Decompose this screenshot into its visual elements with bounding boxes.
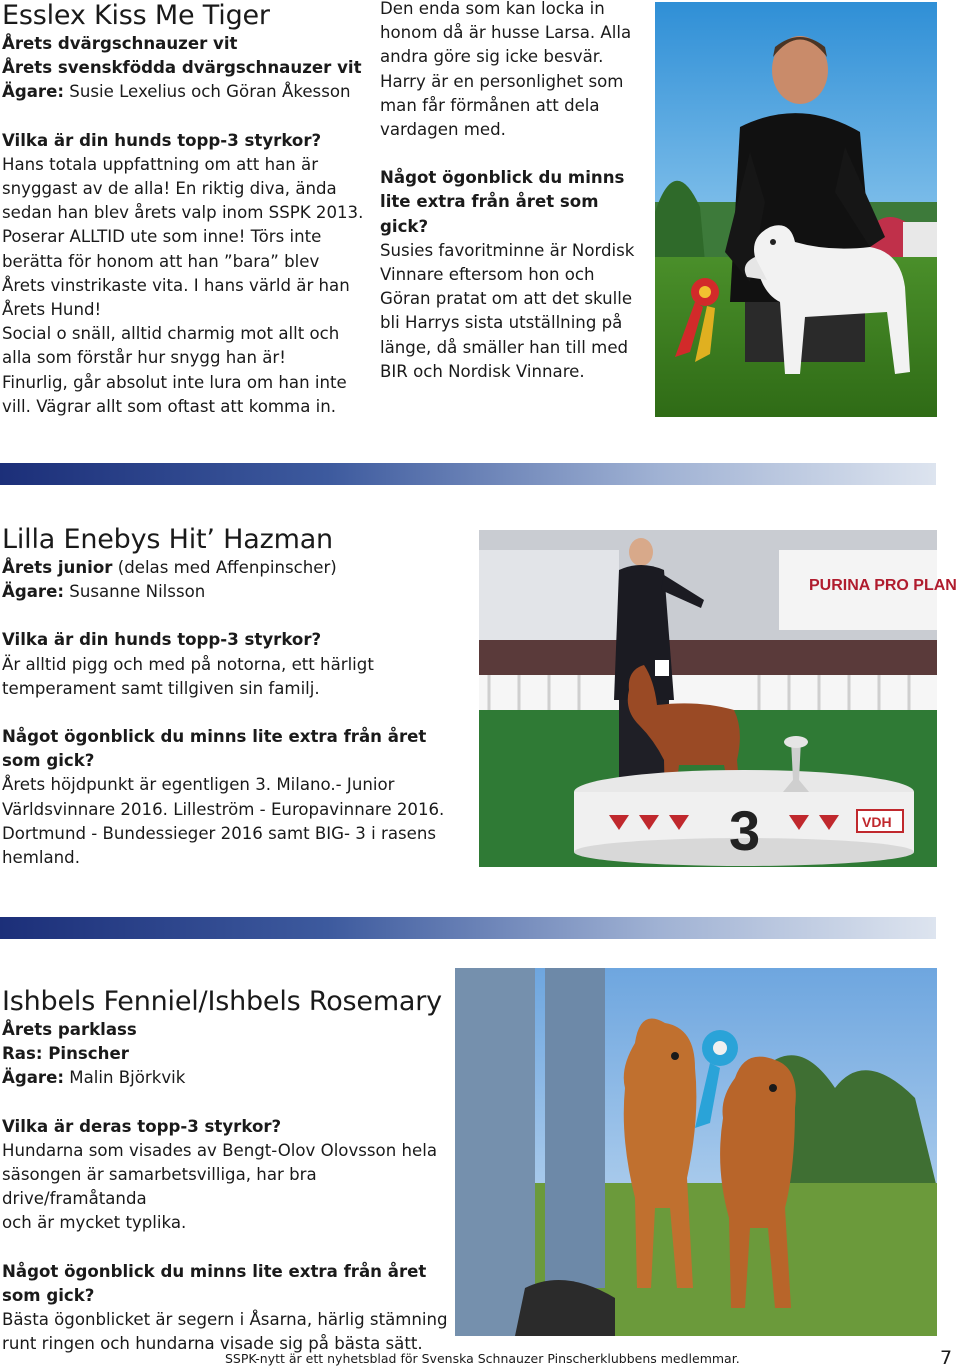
award-line: Årets svenskfödda dvärgschnauzer vit	[2, 58, 362, 78]
owner-line	[2, 80, 372, 104]
section-title: Ishbels Fenniel/Ishbels Rosemary	[2, 986, 442, 1017]
answer-line: Vinnare eftersom hon och	[380, 265, 595, 285]
section-hazman	[2, 524, 472, 870]
owner-label: Ägare:	[2, 82, 64, 102]
answer-line: alla som förstår hur snygg han är!	[2, 348, 286, 368]
podium-number: 3	[729, 799, 761, 862]
footer-text: SSPK-nytt är ett nyhetsblad för Svenska Schnauzer Pinscherklubbens medlemmar.	[225, 1351, 740, 1366]
answer-line: Världsvinnare 2016. Lilleström - Europavinnare 2016.	[2, 799, 445, 819]
owner-name: Malin Björkvik	[69, 1068, 186, 1088]
owner-name: Susanne Nilsson	[69, 582, 206, 602]
question: som gick?	[2, 751, 95, 771]
page-number: 7	[940, 1347, 953, 1369]
answer-line: säsongen är samarbetsvilliga, har bra drive/framåtanda	[2, 1165, 317, 1209]
question: Något ögonblick du minns lite extra från året	[2, 727, 427, 747]
answer-line: Hans totala uppfattning om att han är	[2, 154, 319, 174]
answer-line: BIR och Nordisk Vinnare.	[380, 361, 585, 381]
podium-banner: VDH	[862, 814, 892, 830]
owner-name: Susie Lexelius och Göran Åkesson	[69, 82, 351, 102]
award-line	[2, 556, 472, 580]
answer-line: Är alltid pigg och med på notorna, ett härligt	[2, 654, 374, 674]
question: Vilka är deras topp-3 styrkor?	[2, 1116, 282, 1136]
answer-line: länge, då smäller han till med	[380, 337, 629, 357]
owner-label: Ägare:	[2, 582, 64, 602]
answer-line: temperament samt tillgiven sin familj.	[2, 678, 320, 698]
sign-text: PURINA PRO PLAN	[809, 577, 957, 594]
answer-line: vill. Vägrar allt som oftast att komma in.	[2, 396, 337, 416]
question: som gick?	[2, 1285, 95, 1305]
answer-line: Hundarna som visades av Bengt-Olov Olovsson hela	[2, 1140, 438, 1160]
answer-line: Göran pratat om att det skulle	[380, 289, 633, 309]
award-label: Årets junior	[2, 558, 113, 577]
question: lite extra från året som	[380, 192, 599, 212]
award-line: Årets dvärgschnauzer vit	[2, 34, 238, 53]
section-esslex	[2, 0, 372, 419]
answer-line: Den enda som kan locka in	[380, 0, 605, 18]
photo-white-schnauzer	[655, 2, 937, 417]
section-ishbels	[2, 986, 452, 1356]
answer-line: bli Harrys sista utställning på	[380, 313, 623, 333]
answer-line: hemland.	[2, 848, 80, 868]
answer-line: honom då är husse Larsa. Alla	[380, 23, 632, 43]
answer-line: Poserar ALLTID ute som inne! Törs inte	[2, 227, 322, 247]
award-note: (delas med Affenpinscher)	[112, 558, 337, 577]
question: gick?	[380, 216, 429, 236]
question: Vilka är din hunds topp-3 styrkor?	[2, 630, 322, 650]
photo-show-ring	[479, 530, 957, 867]
answer-line: berätta för honom att han ”bara” blev	[2, 251, 320, 271]
answer-line: andra göre sig icke besvär.	[380, 47, 604, 67]
answer-line: sedan han blev årets valp inom SSPK 2013.	[2, 203, 364, 223]
answer-line: Bästa ögonblicket är segern i Åsarna, härlig stämning	[2, 1310, 448, 1330]
answer-line: och är mycket typlika.	[2, 1213, 187, 1233]
answer-line: runt ringen och hundarna visade sig på bästa sätt.	[2, 1334, 423, 1354]
question: Vilka är din hunds topp-3 styrkor?	[2, 130, 322, 150]
answer-line: man får förmånen att dela	[380, 95, 600, 115]
section-divider	[0, 917, 936, 939]
question: Något ögonblick du minns	[380, 168, 625, 188]
answer-line: Årets vinstrikaste vita. I hans värld är han	[2, 275, 350, 295]
answer-line: vardagen med.	[380, 120, 506, 140]
answer-line: Susies favoritminne är Nordisk	[380, 240, 635, 260]
breed-line: Ras: Pinscher	[2, 1044, 129, 1064]
owner-label: Ägare:	[2, 1068, 64, 1088]
question: Något ögonblick du minns lite extra från året	[2, 1261, 427, 1281]
owner-line	[2, 1066, 452, 1090]
section-esslex-col2	[380, 0, 652, 384]
section-title: Esslex Kiss Me Tiger	[2, 0, 270, 31]
answer-line: Finurlig, går absolut inte lura om han inte	[2, 372, 347, 392]
owner-line	[2, 580, 472, 604]
answer-line: Dortmund - Bundessieger 2016 samt BIG- 3 i rasens	[2, 823, 437, 843]
award-line: Årets parklass	[2, 1020, 137, 1039]
answer-line: snyggast av de alla! En riktig diva, ända	[2, 179, 337, 199]
answer-line: Årets höjdpunkt är egentligen 3. Milano.- Junior	[2, 775, 395, 795]
section-divider	[0, 463, 936, 485]
photo-pinschers	[455, 968, 937, 1336]
answer-line: Årets Hund!	[2, 300, 102, 320]
answer-line: Social o snäll, alltid charmig mot allt och	[2, 324, 340, 344]
answer-line: Harry är en personlighet som	[380, 71, 624, 91]
section-title: Lilla Enebys Hit’ Hazman	[2, 524, 333, 555]
